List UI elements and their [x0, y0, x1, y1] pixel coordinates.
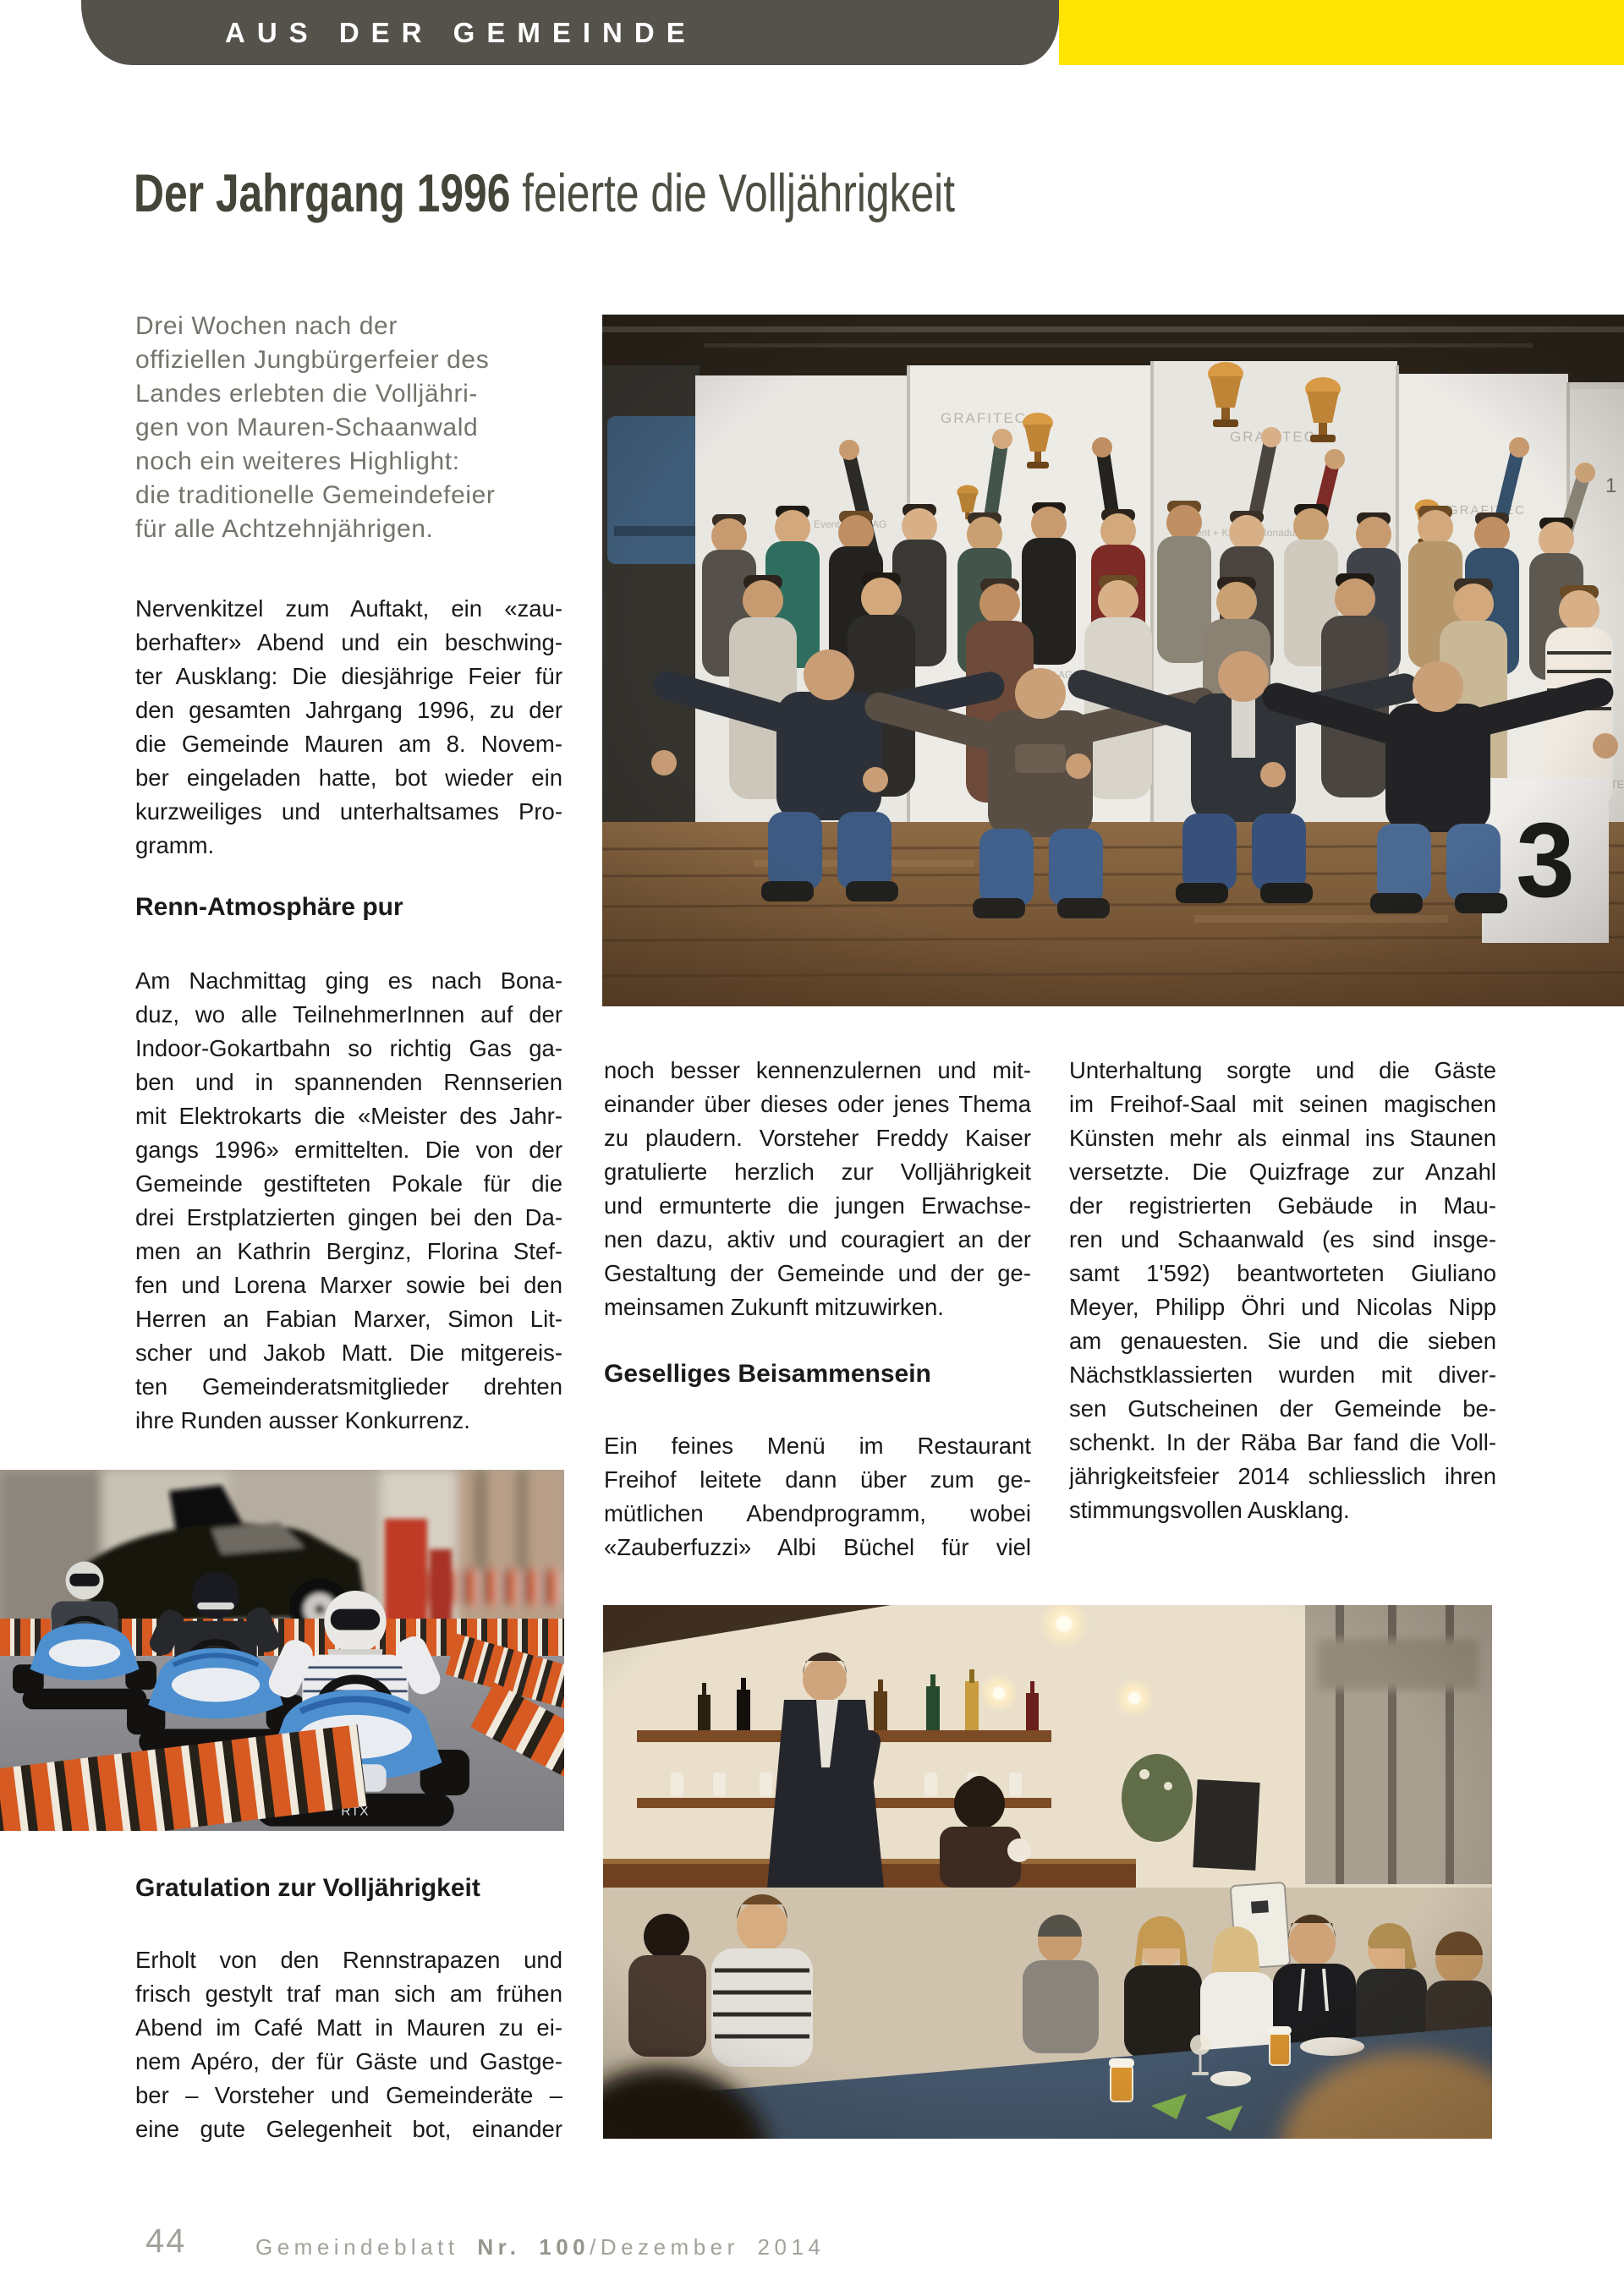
paragraph-apero: Erholt von den Rennstrapazen und frisch gestylt traf man sich am frühen Abend im Café Matt in Mauren zu ei- nem Apéro, der für Gäste und Gastge- ber – Vorsteher und Gemeinderäte – eine gute Gelegenheit bot, einander [135, 1947, 562, 2142]
title-bold: Der Jahrgang 1996 [134, 164, 511, 223]
restaurant-photo [603, 1605, 1492, 2139]
section-banner-label: AUS DER GEMEINDE [225, 16, 697, 48]
subheading-gesellig: Geselliges Beisammensein [604, 1360, 931, 1388]
footer-issue-rest: /Dezember 2014 [590, 2234, 826, 2260]
footer-magazine: Gemeindeblatt [255, 2234, 459, 2260]
paragraph-intro: Nervenkitzel zum Auftakt, ein «zau- berhafter» Abend und ein beschwing- ter Ausklang: Die diesjährige Feier für den gesamten Jahrgang 1996, zu der die Gemeinde Mauren am 8. Novem- ber eingeladen hatte, bot wieder ein kurzweiliges und unterhaltsames Pro- gramm. [135, 595, 562, 858]
article-title [134, 164, 955, 223]
subheading-renn: Renn-Atmosphäre pur [135, 893, 403, 921]
title-light: feierte die Volljährigkeit [510, 164, 956, 223]
vignette [602, 315, 1624, 1006]
footer-credit [255, 2234, 825, 2260]
karting-photo [0, 1470, 564, 1831]
section-banner [81, 0, 1059, 65]
subheading-gratulation: Gratulation zur Volljährigkeit [135, 1874, 480, 1902]
vignette [603, 1605, 1492, 2139]
paragraph-middle: noch besser kennenzulernen und mit- einander über dieses oder jenes Thema zu plaudern. Vorsteher Freddy Kaiser gratulierte herzlich zur Volljährigkeit und ermunterte die jungen Erwachse- nen dazu, aktiv und couragiert an der Gestaltung der Gemeinde und der ge- meinsamen Zukunft mitzuwirken. [604, 1057, 1031, 1320]
footer-issue: Nr. 100 [477, 2234, 590, 2260]
paragraph-dinner: Ein feines Menü im Restaurant Freihof leitete dann über zum ge- mütlichen Abendprogramm, wobei «Zauberfuzzi» Albi Büchel für viel [604, 1433, 1031, 1560]
accent-stripe [1059, 0, 1624, 65]
paragraph-race: Am Nachmittag ging es nach Bona- duz, wo alle TeilnehmerInnen auf der Indoor-Gokartbahn so richtig Gas ga- ben und in spannenden Rennserien mit Elektrokarts die «Meister des Jahr- gangs 1996» ermittelten. Die von der Gemeinde gestifteten Pokale für die drei Erstplatzierten gingen bei den Da- men an Kathrin Berginz, Florina Stef- fen und Lorena Marxer sowie bei den Herren an Fabian Marxer, Simon Lit- scher und Jakob Matt. Die mitgereis- ten Gemeinderatsmitglieder drehten ihre Runden ausser Konkurrenz. [135, 967, 562, 1433]
paragraph-right: Unterhaltung sorgte und die Gäste im Freihof-Saal mit seinen magischen Künsten mehr als einmal ins Staunen versetzte. Die Quizfrage zur Anzahl der registrierten Gebäude in Mau- ren und Schaanwald (es sind insge- samt 1'592) beantworteten Giuliano Meyer, Philipp Öhri und Nicolas Nipp am genauesten. Sie und die sieben Nächstklassierten wurden mit diver- sen Gutscheinen der Gemeinde be- schenkt. In der Räba Bar fand die Voll- jährigkeitsfeier 2014 schliesslich ihren stimmungsvollen Ausklang. [1069, 1057, 1496, 1523]
lead-paragraph: Drei Wochen nach der offiziellen Jungbürgerfeier des Landes erlebten die Volljähri- gen von Mauren-Schaanwald noch ein weiteres Highlight: die traditionelle Gemeindefeier für alle Achtzehnjährigen. [135, 312, 496, 543]
page-number: 44 [145, 2222, 187, 2260]
group-photo [602, 315, 1624, 1006]
kart-label: RTX [341, 1804, 370, 1819]
